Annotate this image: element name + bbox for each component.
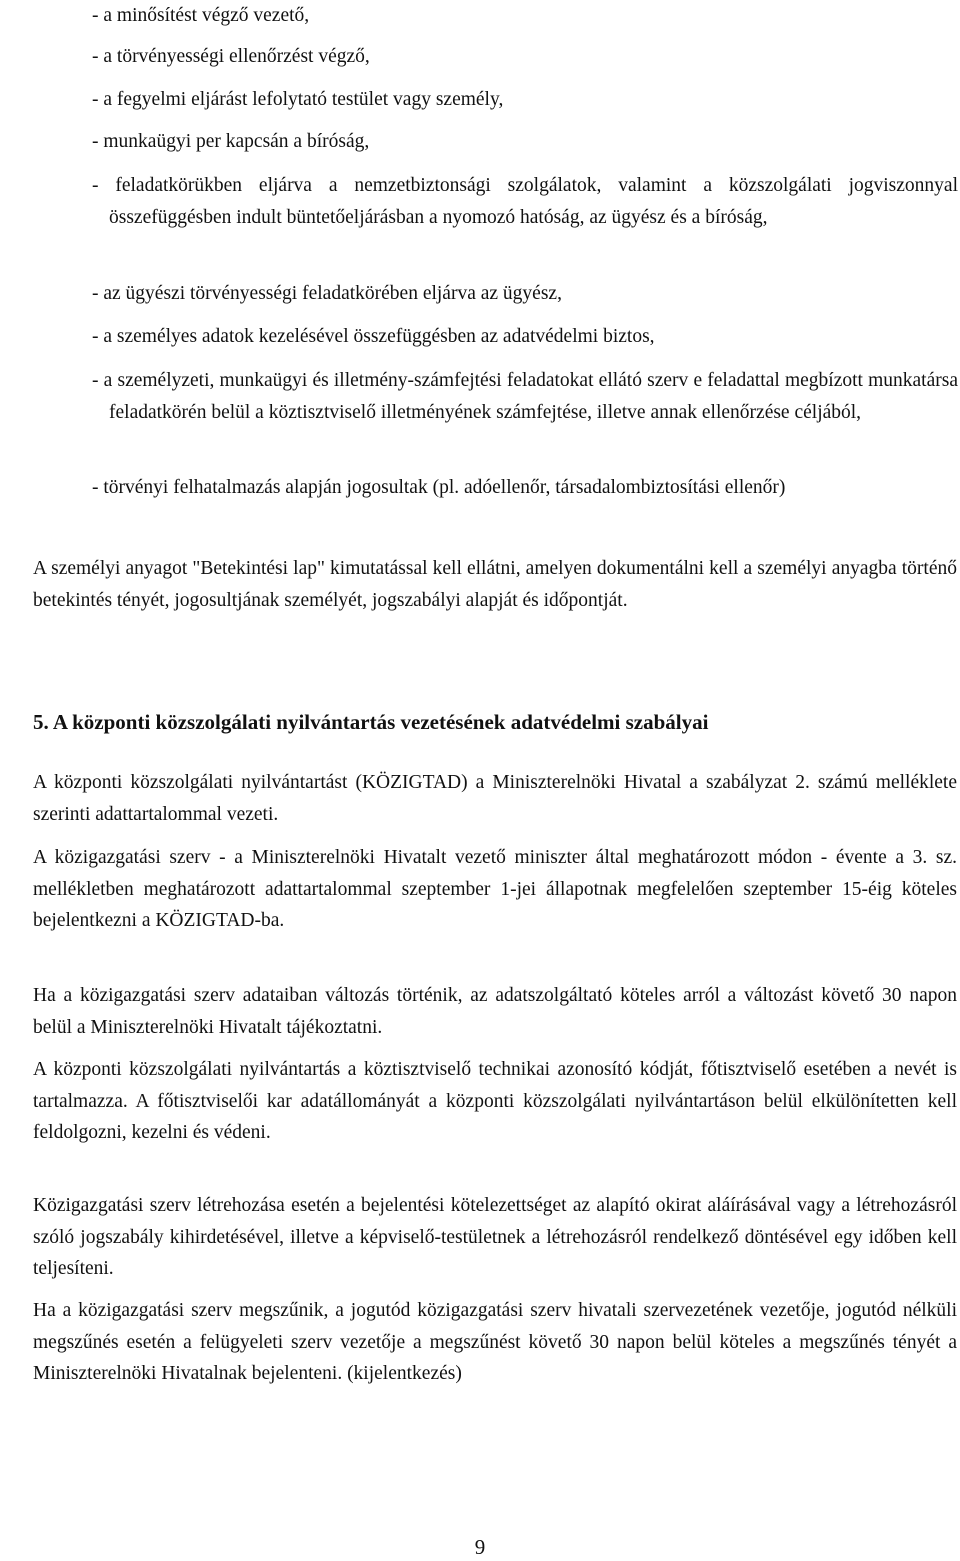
list-item: - a személyes adatok kezelésével összefüggésben az adatvédelmi biztos,: [92, 326, 655, 347]
list-item: - munkaügyi per kapcsán a bíróság,: [92, 131, 370, 152]
paragraph: A közigazgatási szerv - a Miniszterelnöki Hivatalt vezető miniszter által meghatározott módon - évente a 3. sz. mellékletben meghatározott adattartalommal szeptember 1-jei állapotnak megfelelően szeptember 15-éig köteles bejelentkezni a KÖZIGTAD-ba.: [33, 847, 957, 931]
paragraph: A központi közszolgálati nyilvántartást (KÖZIGTAD) a Miniszterelnöki Hivatal a szabályzat 2. számú melléklete szerinti adattartalommal vezeti.: [33, 772, 957, 825]
list-item: - törvényi felhatalmazás alapján jogosultak (pl. adóellenőr, társadalombiztosítási ellenőr): [92, 477, 786, 498]
paragraph: Ha a közigazgatási szerv megszűnik, a jogutód közigazgatási szerv hivatali szervezetének vezetője, jogutód nélküli megszűnés esetén a felügyeleti szerv vezetője a megszűnést követő 30 napon belül köteles a megszűnés tényét a Miniszterelnöki Hivatalnak bejelenteni. (kijelentkezés): [33, 1300, 957, 1384]
page-number: 9: [474, 1535, 486, 1559]
paragraph-betekintes: A személyi anyagot "Betekintési lap" kimutatással kell ellátni, amelyen dokumentálni kell a személyi anyagba történő betekintés tényét, jogosultjának személyét, jogszabályi alapját és időpontját.: [33, 558, 957, 611]
list-item: - feladatkörükben eljárva a nemzetbiztonsági szolgálatok, valamint a közszolgálati jogviszonnyal összefüggésben indult büntetőeljárásban a nyomozó hatóság, az ügyész és a bíróság,: [92, 175, 958, 228]
list-item: - a személyzeti, munkaügyi és illetmény-számfejtési feladatokat ellátó szerv e feladattal megbízott munkatársa feladatkörén belül a köztisztviselő illetményének számfejtése, illetve annak ellenőrzése céljából,: [92, 370, 958, 423]
section-heading: 5. A központi közszolgálati nyilvántartás vezetésének adatvédelmi szabályai: [33, 710, 709, 734]
list-item: - a minősítést végző vezető,: [92, 5, 310, 26]
list-item: - az ügyészi törvényességi feladatkörében eljárva az ügyész,: [92, 283, 562, 304]
list-item: - a törvényességi ellenőrzést végző,: [92, 46, 370, 67]
paragraph: Ha a közigazgatási szerv adataiban változás történik, az adatszolgáltató köteles arról a változást követő 30 napon belül a Miniszterelnöki Hivatalt tájékoztatni.: [33, 985, 957, 1038]
list-item: - a fegyelmi eljárást lefolytató testület vagy személy,: [92, 89, 504, 110]
paragraph: A központi közszolgálati nyilvántartás a köztisztviselő technikai azonosító kódját, főtisztviselő esetében a nevét is tartalmazza. A főtisztviselői kar adatállományát a központi közszolgálati nyilvántartáson belül elkülönítetten kell feldolgozni, kezelni és védeni.: [33, 1059, 957, 1143]
paragraph: Közigazgatási szerv létrehozása esetén a bejelentési kötelezettséget az alapító okirat aláírásával vagy a létrehozásról szóló jogszabály kihirdetésével, illetve a képviselő-testületnek a létrehozásról rendelkező döntésével egy időben kell teljesíteni.: [33, 1195, 957, 1279]
